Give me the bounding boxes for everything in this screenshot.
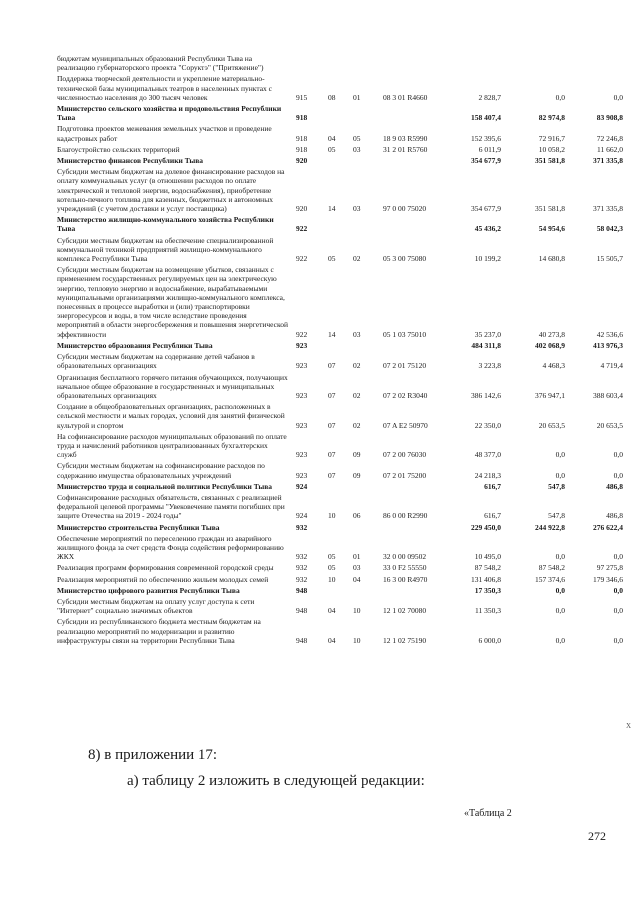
row-value-2022: 376 947,1	[535, 390, 565, 400]
row-value-2023: 0,0	[613, 92, 623, 102]
row-code-pr: 02	[353, 254, 361, 264]
row-code-cs: 32 0 00 09502	[383, 552, 427, 562]
row-value-2022: 40 273,8	[538, 329, 565, 339]
row-name: Министерство сельского хозяйства и продовольствия Республики Тыва	[57, 104, 282, 123]
row-code-gr: 918	[296, 144, 308, 154]
row-value-2022: 72 916,7	[538, 133, 565, 143]
margin-mark: X	[626, 722, 632, 730]
row-code-gr: 932	[296, 563, 308, 573]
row-value-2023: 276 622,4	[593, 522, 623, 532]
row-value-2021: 10 495,0	[474, 552, 501, 562]
row-code-gr: 922	[296, 224, 308, 234]
row-value-2023: 371 335,8	[593, 204, 623, 214]
row-value-2023: 486,8	[606, 481, 623, 491]
row-value-2022: 0,0	[555, 552, 565, 562]
row-name: Благоустройство сельских территорий	[57, 144, 180, 154]
row-code-pr: 06	[353, 511, 361, 521]
row-name: Министерство образования Республики Тыва	[57, 340, 213, 350]
row-code-rz: 05	[328, 144, 336, 154]
table-row	[57, 461, 622, 479]
row-value-2022: 0,0	[555, 635, 565, 645]
table-row	[57, 563, 622, 572]
row-name: Министерство цифрового развития Республики Тыва	[57, 585, 240, 595]
row-code-cs: 05 3 00 75080	[383, 254, 427, 264]
row-value-2022: 0,0	[555, 585, 565, 595]
row-value-2021: 24 218,3	[474, 470, 501, 480]
row-code-pr: 09	[353, 450, 361, 460]
row-name: Реализация программ формирования современной городской среды	[57, 563, 274, 573]
row-value-2022: 402 068,9	[535, 340, 565, 350]
ministry-row	[57, 482, 622, 491]
table-row	[57, 74, 622, 102]
row-value-2023: 486,8	[606, 511, 623, 521]
row-code-rz: 05	[328, 563, 336, 573]
table-row	[57, 167, 622, 213]
row-name: Министерство финансов Республики Тыва	[57, 156, 204, 166]
row-value-2023: 0,0	[613, 470, 623, 480]
row-code-pr: 10	[353, 606, 361, 616]
row-value-2022: 157 374,6	[535, 574, 565, 584]
ministry-row	[57, 215, 622, 233]
row-name: Организация бесплатного горячего питания обучающихся, получающих начальное общее образование в государственных и муниципальных образовательных организациях	[57, 372, 288, 400]
row-value-2022: 351 581,8	[535, 156, 565, 166]
row-code-gr: 922	[296, 254, 308, 264]
row-name: Субсидии местным бюджетам на долевое финансирование расходов на оплату коммунальных услуг (в отношении расходов по оплате электрической и тепловой энергии, водоснабжения), приобретение котельно-печного топлива для казенных, бюджетных и автономных учреждений (с учетом доставки и услуг поставщика)	[57, 167, 285, 214]
table-row	[57, 265, 622, 339]
ministry-row	[57, 341, 622, 350]
row-code-gr: 923	[296, 450, 308, 460]
row-code-gr: 932	[296, 552, 308, 562]
row-name: Субсидии местным бюджетам на софинансирование расходов по содержанию имущества образовательных учреждений	[57, 461, 265, 480]
row-code-gr: 932	[296, 522, 308, 532]
row-code-rz: 07	[328, 470, 336, 480]
row-name: Поддержка творческой деятельности и укрепление материально-технической базы муниципальных театров в населенных пунктах с численностью населения до 300 тысяч человек	[57, 74, 272, 102]
row-code-gr: 920	[296, 156, 308, 166]
row-code-gr: 924	[296, 511, 308, 521]
row-value-2021: 354 677,9	[471, 204, 501, 214]
row-value-2023: 413 976,3	[593, 340, 623, 350]
row-code-gr: 923	[296, 420, 308, 430]
row-code-gr: 922	[296, 329, 308, 339]
row-value-2023: 11 662,0	[597, 144, 623, 154]
table-row	[57, 597, 622, 615]
row-code-cs: 12 1 02 70080	[383, 606, 427, 616]
row-value-2023: 42 536,6	[596, 329, 623, 339]
row-name: Софинансирование расходных обязательств, связанных с реализацией федеральной целевой программы "Увековечение памяти погибших при защите Отечества на 2019 - 2024 годы"	[57, 492, 285, 521]
row-code-pr: 02	[353, 420, 361, 430]
row-value-2023: 371 335,8	[593, 156, 623, 166]
row-value-2021: 229 450,0	[471, 522, 501, 532]
row-value-2023: 0,0	[613, 635, 623, 645]
row-value-2023: 179 346,6	[593, 574, 623, 584]
row-name: Министерство жилищно-коммунального хозяйства Республики Тыва	[57, 215, 274, 234]
row-value-2022: 547,8	[548, 511, 565, 521]
row-value-2021: 11 350,3	[475, 606, 501, 616]
row-code-cs: 07 2 02 R3040	[383, 390, 428, 400]
row-value-2021: 48 377,0	[474, 450, 501, 460]
row-value-2021: 22 350,0	[474, 420, 501, 430]
table-row	[57, 575, 622, 584]
table-row	[57, 432, 622, 460]
row-code-gr: 932	[296, 574, 308, 584]
row-code-cs: 07 2 01 75120	[383, 361, 427, 371]
row-code-cs: 05 1 03 75010	[383, 329, 427, 339]
row-code-rz: 04	[328, 133, 336, 143]
table-row	[57, 236, 622, 264]
row-code-pr: 01	[353, 92, 361, 102]
table-row	[57, 352, 622, 370]
row-value-2022: 0,0	[555, 606, 565, 616]
row-value-2022: 0,0	[555, 450, 565, 460]
row-name: бюджетам муниципальных образований Республики Тыва на реализацию губернаторского проекта "Соруктэ" ("Притяжение")	[57, 54, 264, 73]
row-code-pr: 03	[353, 563, 361, 573]
table-2-label: «Таблица 2	[464, 808, 512, 819]
item-8-heading: 8) в приложении 17:	[88, 747, 218, 763]
table-row	[57, 534, 622, 562]
row-value-2023: 0,0	[613, 606, 623, 616]
row-value-2023: 72 246,8	[596, 133, 623, 143]
row-code-gr: 948	[296, 635, 308, 645]
row-code-rz: 07	[328, 361, 336, 371]
row-code-cs: 12 1 02 75190	[383, 635, 427, 645]
row-value-2021: 45 436,2	[474, 224, 501, 234]
row-code-pr: 02	[353, 390, 361, 400]
row-code-rz: 07	[328, 420, 336, 430]
row-code-gr: 920	[296, 204, 308, 214]
row-code-cs: 18 9 03 R5990	[383, 133, 428, 143]
row-value-2021: 158 407,4	[471, 113, 501, 123]
row-code-cs: 07 2 00 76030	[383, 450, 427, 460]
row-value-2021: 616,7	[484, 481, 501, 491]
row-value-2023: 97 275,8	[596, 563, 623, 573]
row-value-2022: 82 974,8	[538, 113, 565, 123]
table-row	[57, 54, 622, 72]
row-value-2022: 54 954,6	[538, 224, 565, 234]
table-row	[57, 373, 622, 401]
row-code-gr: 924	[296, 481, 308, 491]
row-value-2021: 87 548,2	[474, 563, 501, 573]
row-code-cs: 31 2 01 R5760	[383, 144, 428, 154]
row-value-2021: 2 828,7	[478, 92, 501, 102]
ministry-row	[57, 586, 622, 595]
ministry-row	[57, 523, 622, 532]
row-code-gr: 923	[296, 390, 308, 400]
row-value-2023: 20 653,5	[596, 420, 623, 430]
row-value-2022: 10 058,2	[538, 144, 565, 154]
row-name: Субсидии местным бюджетам на оплату услуг доступа к сети "Интернет" социально значимых объектов	[57, 596, 255, 616]
row-code-rz: 10	[328, 511, 336, 521]
row-code-pr: 03	[353, 204, 361, 214]
row-value-2022: 0,0	[555, 92, 565, 102]
row-name: Обеспечение мероприятий по переселению граждан из аварийного жилищного фонда за счет средств Фонда содействия реформированию ЖКХ	[57, 533, 284, 562]
row-value-2022: 20 653,5	[538, 420, 565, 430]
row-code-rz: 14	[328, 204, 336, 214]
table-row	[57, 493, 622, 521]
row-code-cs: 07 2 01 75200	[383, 470, 427, 480]
row-value-2023: 388 603,4	[593, 390, 623, 400]
row-value-2021: 35 237,0	[474, 329, 501, 339]
row-code-gr: 948	[296, 585, 308, 595]
row-code-gr: 918	[296, 133, 308, 143]
row-value-2023: 58 042,3	[596, 224, 623, 234]
row-code-rz: 04	[328, 635, 336, 645]
row-value-2023: 4 719,4	[600, 361, 623, 371]
row-code-pr: 03	[353, 144, 361, 154]
row-code-gr: 923	[296, 470, 308, 480]
row-value-2021: 386 142,6	[471, 390, 501, 400]
row-name: Субсидии из республиканского бюджета местным бюджетам на реализацию мероприятий по модернизации и развитию инфраструктуры связи на территории Республики Тыва	[57, 617, 261, 645]
row-code-gr: 923	[296, 340, 308, 350]
row-value-2023: 83 908,8	[596, 113, 623, 123]
row-name: Реализация мероприятий по обеспечению жильем молодых семей	[57, 574, 269, 584]
row-code-rz: 05	[328, 552, 336, 562]
row-value-2022: 87 548,2	[538, 563, 565, 573]
row-name: Министерство труда и социальной политики Республики Тыва	[57, 481, 273, 491]
row-value-2021: 10 199,2	[474, 254, 501, 264]
row-value-2021: 152 395,6	[471, 133, 501, 143]
row-code-cs: 16 3 00 R4970	[383, 574, 428, 584]
row-code-pr: 10	[353, 635, 361, 645]
row-code-rz: 10	[328, 574, 336, 584]
row-code-pr: 03	[353, 329, 361, 339]
row-value-2023: 15 505,7	[596, 254, 623, 264]
row-code-rz: 14	[328, 329, 336, 339]
row-code-gr: 918	[296, 113, 308, 123]
row-code-gr: 923	[296, 361, 308, 371]
row-value-2022: 547,8	[548, 481, 565, 491]
row-code-pr: 05	[353, 133, 361, 143]
row-value-2022: 0,0	[555, 470, 565, 480]
row-code-cs: 86 0 00 R2990	[383, 511, 428, 521]
row-name: На софинансирование расходов муниципальных образований по оплате труда и начислений работников централизованных бухгалтерских служб	[57, 431, 287, 460]
row-value-2021: 616,7	[484, 511, 501, 521]
row-value-2022: 14 680,8	[538, 254, 565, 264]
row-code-rz: 07	[328, 390, 336, 400]
row-name: Субсидии местным бюджетам на возмещение убытков, связанных с применением государственных регулируемых цен на электрическую энергию, тепловую энергию и водоснабжение, вырабатываемыми муниципальными организациями жилищно-коммунального комплекса, понесенных в процессе выработки и (или) транспортировки энергоресурсов и воды, в том числе вследствие проведения мероприятий в области энергосбережения и повышения энергетической эффективности	[57, 265, 289, 339]
row-value-2021: 6 011,9	[478, 144, 501, 154]
row-value-2021: 17 350,3	[474, 585, 501, 595]
row-value-2023: 0,0	[613, 450, 623, 460]
table-row	[57, 145, 622, 154]
row-value-2021: 354 677,9	[471, 156, 501, 166]
row-code-gr: 948	[296, 606, 308, 616]
row-value-2021: 3 223,8	[478, 361, 501, 371]
row-name: Подготовка проектов межевания земельных участков и проведение кадастровых работ	[57, 124, 272, 143]
row-value-2021: 6 000,0	[478, 635, 501, 645]
table-row	[57, 617, 622, 645]
row-name: Министерство строительства Республики Тыва	[57, 522, 220, 532]
budget-table	[57, 54, 622, 647]
row-value-2023: 0,0	[613, 552, 623, 562]
row-name: Субсидии местным бюджетам на содержание детей чабанов в образовательных организациях	[57, 352, 255, 371]
row-code-pr: 01	[353, 552, 361, 562]
row-value-2022: 351 581,8	[535, 204, 565, 214]
row-code-pr: 09	[353, 470, 361, 480]
row-value-2021: 131 406,8	[471, 574, 501, 584]
row-code-cs: 33 0 F2 55550	[383, 563, 427, 573]
page-number: 272	[588, 829, 606, 843]
row-name: Создание в общеобразовательных организациях, расположенных в сельской местности и малых городах, условий для занятий физической культурой и спортом	[57, 402, 285, 430]
item-a-text: а) таблицу 2 изложить в следующей редакции:	[127, 773, 425, 789]
row-code-rz: 05	[328, 254, 336, 264]
row-code-pr: 04	[353, 574, 361, 584]
row-code-rz: 07	[328, 450, 336, 460]
row-value-2021: 484 311,8	[471, 340, 501, 350]
row-value-2023: 0,0	[613, 585, 623, 595]
table-row	[57, 402, 622, 430]
ministry-row	[57, 156, 622, 165]
row-code-pr: 02	[353, 361, 361, 371]
row-value-2022: 244 922,8	[535, 522, 565, 532]
row-code-cs: 08 3 01 R4660	[383, 92, 428, 102]
table-row	[57, 124, 622, 142]
row-code-cs: 97 0 00 75020	[383, 204, 427, 214]
ministry-row	[57, 104, 622, 122]
row-code-gr: 915	[296, 92, 308, 102]
row-code-cs: 07 A E2 50970	[383, 420, 428, 430]
row-value-2022: 4 468,3	[542, 361, 565, 371]
row-name: Субсидии местным бюджетам на обеспечение специализированной коммунальной техникой предприятий жилищно-коммунального комплекса Республики Тыва	[57, 235, 274, 264]
row-code-rz: 04	[328, 606, 336, 616]
row-code-rz: 08	[328, 92, 336, 102]
